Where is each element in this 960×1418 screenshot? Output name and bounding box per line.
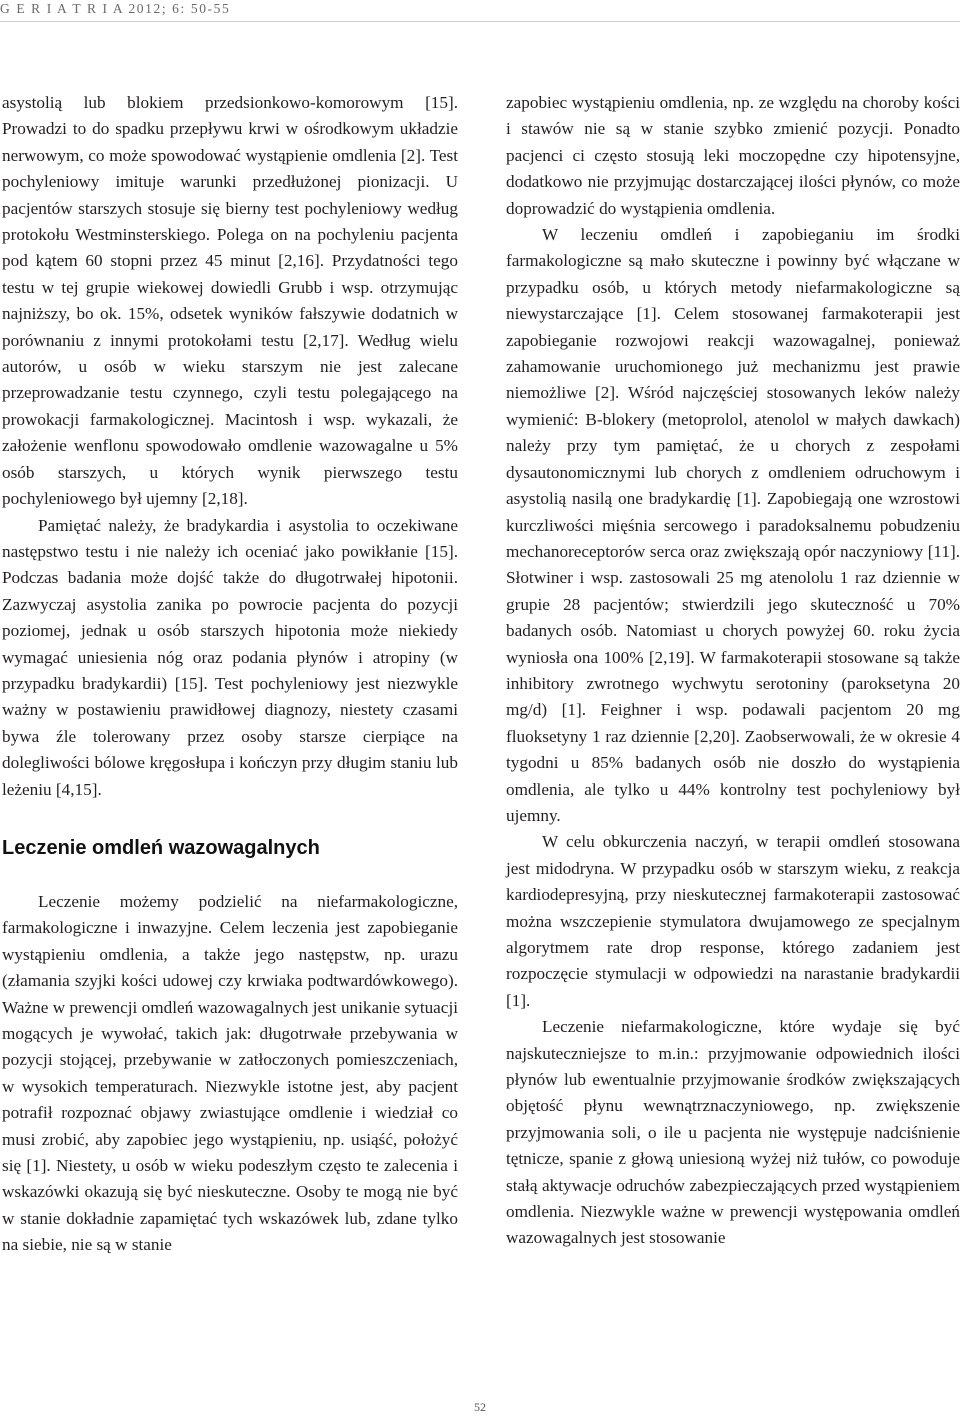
- paragraph: Leczenie możemy podzielić na niefarmakologiczne, farmakologiczne i inwazyjne. Celem leczenia jest zapobieganie wystąpieniu omdlenia, a także jego następstw, np. urazu (złamania szyjki kości udowej czy krwiaka podtwardówkowego). Ważne w prewencji omdleń wazowagalnych jest unikanie sytuacji mogących je wywołać, takich jak: długotrwałe przebywania w pozycji stojącej, przebywanie w zatłoczonych pomieszczeniach, w wysokich temperaturach. Niezwykle istotne jest, aby pacjent potrafił rozpoznać objawy zwiastujące omdlenie i wiedział co musi zrobić, aby zapobiec jego wystąpieniu, np. usiąść, położyć się [1]. Niestety, u osób w wieku podeszłym często te zalecenia i wskazówki okazują się być nieskuteczne. Osoby te mogą nie być w stanie dokładnie zapamiętać tych wskazówek lub, zdane tylko na siebie, nie są w stanie: [2, 891, 458, 1255]
- paragraph: asystolią lub blokiem przedsionkowo-komorowym [15]. Prowadzi to do spadku przepływu krwi w ośrodkowym układzie nerwowym, co może spowodować wystąpienie omdlenia [2]. Test pochyleniowy imituje warunki przedłużonej pionizacji. U pacjentów starszych stosuje się bierny test pochyleniowy według protokołu Westminsterskiego. Polega on na pochyleniu pacjenta pod kątem 60 stopni przez 45 minut [2,16]. Przydatności tego testu w tej grupie wiekowej dowiedli Grubb i wsp. otrzymując najniższy, bo ok. 15%, odsetek wyników fałszywie dodatnich w porównaniu z innymi protokołami testu [2,17]. Według wielu autorów, u osób w wieku starszym nie jest zalecane przeprowadzanie testu czynnego, czyli testu polegającego na prowokacji farmakologicznej. Macintosh i wsp. wykazali, że założenie wenflonu spowodowało omdlenie wazowagalne u 5% osób starszych, u których wynik pierwszego testu pochyleniowego był ujemny [2,18].: [2, 93, 458, 509]
- right-column: [506, 90, 960, 1252]
- paragraph: Leczenie niefarmakologiczne, które wydaje się być najskuteczniejsze to m.in.: przyjmowanie odpowiednich ilości płynów lub ewentualnie przyjmowanie środków zwiększających objętość płynu wewnątrznaczyniowego, np. zwiększenie przyjmowania soli, o ile u pacjenta nie występuje nadciśnienie tętnicze, spanie z głową uniesioną wyżej niż tułów, co powoduje stałą aktywacje odruchów zabezpieczających przed wystąpieniem omdlenia. Niezwykle ważne w prewencji występowania omdleń wazowagalnych jest stosowanie: [506, 1017, 960, 1248]
- paragraph: W celu obkurczenia naczyń, w terapii omdleń stosowana jest midodryna. W przypadku osób w starszym wieku, z reakcja kardiodepresyjną, przy nieskutecznej farmakoterapii zastosować można wszczepienie stymulatora dwujamowego ze specjalnym algorytmem rate drop response, którego zadaniem jest rozpoczęcie stymulacji w odpowiedzi na narastanie bradykardii [1].: [506, 832, 960, 1010]
- header-rule: [0, 21, 960, 22]
- paragraph: W leczeniu omdleń i zapobieganiu im środki farmakologiczne są mało skuteczne i powinny być włączane w przypadku osób, u których metody niefarmakologiczne są niewystarczające [1]. Celem stosowanej farmakoterapii jest zapobieganie rozwojowi reakcji wazowagalnej, ponieważ zahamowanie uruchomionego już mechanizmu jest prawie niemożliwe [2]. Wśród najczęściej stosowanych leków należy wymienić: B-blokery (metoprolol, atenolol w małych dawkach) należy przy tym pamiętać, że u chorych z zespołami dysautonomicznymi lub chorych z omdleniem odruchowym i asystolią nasilą one bradykardię [1]. Zapobiegają one wzrostowi kurczliwości mięśnia sercowego i paradoksalnemu pobudzeniu mechanoreceptorów serca oraz zwiększają opór naczyniowy [11]. Słotwiner i wsp. zastosowali 25 mg atenololu 1 raz dziennie w grupie 28 pacjentów; stwierdzili jego skuteczność u 70% badanych osób. Natomiast u chorych powyżej 60. roku życia wyniosła ona 100% [2,19]. W farmakoterapii stosowane są także inhibitory zwrotnego wychwytu serotoniny (paroksetyna 20 mg/d) [1]. Feighner i wsp. podawali pacjentom 20 mg fluoksetyny 1 raz dziennie [2,20]. Zaobserwowali, że w okresie 4 tygodni u 85% badanych osób nie doszło do wystąpienia omdlenia, ale tylko u 44% kontrolny test pochyleniowy był ujemny.: [506, 225, 960, 825]
- left-column: [2, 90, 458, 1259]
- paragraph: zapobiec wystąpieniu omdlenia, np. ze względu na choroby kości i stawów nie są w stanie szybko zmienić pozycji. Ponadto pacjenci ci często stosują leki moczopędne czy hipotensyjne, dodatkowo nie przyjmując dostarczającej ilości płynów, co może doprowadzić do wystąpienia omdlenia.: [506, 93, 960, 218]
- page-number: 52: [474, 1400, 486, 1414]
- paragraph: Pamiętać należy, że bradykardia i asystolia to oczekiwane następstwo testu i nie należy ich oceniać jako powikłanie [15]. Podczas badania może dojść także do długotrwałej hipotonii. Zazwyczaj asystolia zanika po powrocie pacjenta do pozycji poziomej, jednak u osób starszych hipotonia może niekiedy wymagać uniesienia nóg oraz podania płynów i atropiny (w przypadku bradykardii) [15]. Test pochyleniowy jest niezwykle ważny w postawieniu prawidłowej diagnozy, niestety czasami bywa źle tolerowany przez osoby starsze cierpiące na dolegliwości bólowe kręgosłupa i kończyn przy długim staniu lub leżeniu [4,15].: [2, 515, 458, 799]
- section-heading: Leczenie omdleń wazowagalnych: [2, 836, 320, 859]
- running-head: G E R I A T R I A 2012; 6: 50-55: [0, 1, 231, 16]
